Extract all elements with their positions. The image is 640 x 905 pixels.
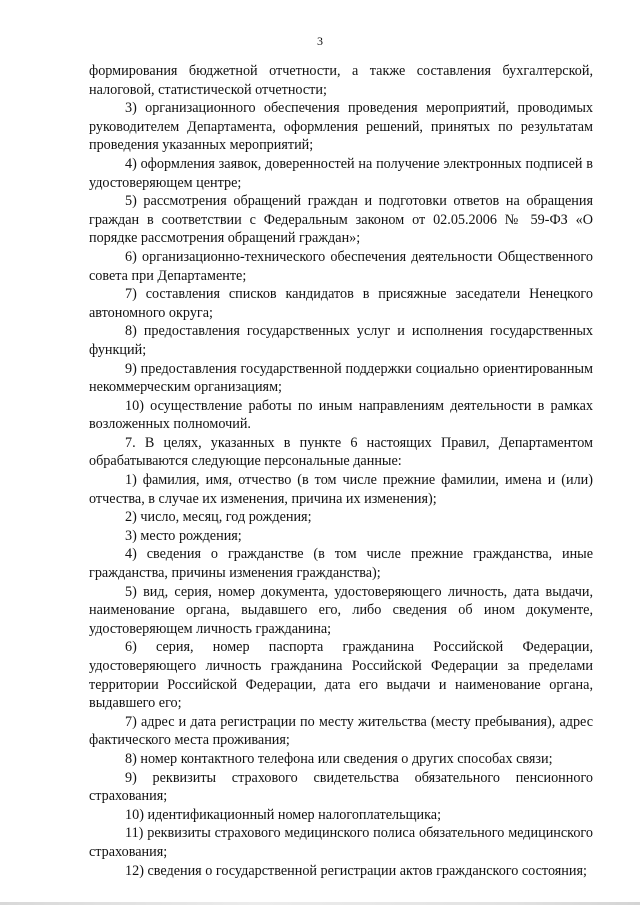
data-item-10-tax-id: 10) идентификационный номер налогоплательщика; (125, 806, 442, 823)
data-item-5-id-document: 5) вид, серия, номер документа, удостоверяющего личность, дата выдачи, наименование органа, выдавшего его, либо сведения об ином документе, удостоверяющем личность гражданина; (89, 583, 593, 637)
data-item-3-birthplace: 3) место рождения; (125, 527, 242, 544)
data-item-2-birthdate: 2) число, месяц, год рождения; (125, 509, 312, 526)
list-item-7-jurors: 7) составления списков кандидатов в присяжные заседатели Ненецкого автономного округа; (89, 286, 593, 321)
list-item-4-applications: 4) оформления заявок, доверенностей на получение электронных подписей в удостоверяющем центре; (89, 155, 593, 191)
page-number: 3 (317, 34, 323, 48)
data-item-1-name: 1) фамилия, имя, отчество (в том числе прежние фамилии, имена и (или) отчества, в случае их изменения, причина их изменения); (89, 472, 593, 507)
data-item-11-medical-policy: 11) реквизиты страхового медицинского полиса обязательного медицинского страхования; (89, 825, 593, 860)
data-item-6-passport: 6) серия, номер паспорта гражданина Российской Федерации, удостоверяющего личность гражданина Российской Федерации за пределами территории Российской Федерации, дата его выдачи и наименование органа, выдавшего его; (89, 639, 593, 712)
list-item-10-other: 10) осуществление работы по иным направлениям деятельности в рамках возложенных полномочий. (89, 397, 593, 433)
document-body (89, 62, 593, 880)
data-item-7-address: 7) адрес и дата регистрации по месту жительства (месту пребывания), адрес фактического места проживания; (89, 713, 593, 749)
section-7-heading: 7. В целях, указанных в пункте 6 настоящих Правил, Департаментом обрабатываются следующие персональные данные: (89, 434, 593, 470)
list-item-6-public-council: 6) организационно-технического обеспечения деятельности Общественного совета при Департаменте; (89, 248, 593, 284)
data-item-4-citizenship: 4) сведения о гражданстве (в том числе прежние гражданства, иные гражданства, причины изменения гражданства); (89, 546, 593, 582)
paragraph-continuation: формирования бюджетной отчетности, а также составления бухгалтерской, налоговой, статистической отчетности; (89, 63, 593, 98)
list-item-9-support: 9) предоставления государственной поддержки социально ориентированным некоммерческим организациям; (89, 360, 593, 396)
data-item-12-civil-acts: 12) сведения о государственной регистрации актов гражданского состояния; (125, 862, 587, 879)
data-item-8-phone: 8) номер контактного телефона или сведения о других способах связи; (125, 750, 553, 767)
data-item-9-pension: 9) реквизиты страхового свидетельства обязательного пенсионного страхования; (89, 769, 593, 805)
list-item-8-services: 8) предоставления государственных услуг и исполнения государственных функций; (89, 323, 593, 358)
list-item-5-appeals: 5) рассмотрения обращений граждан и подготовки ответов на обращения граждан в соответствии с Федеральным законом от 02.05.2006 № 59-ФЗ «О порядке рассмотрения обращений граждан»; (89, 193, 593, 247)
list-item-3-organization: 3) организационного обеспечения проведения мероприятий, проводимых руководителем Департамента, оформления решений, принятых по результатам проведения указанных мероприятий; (89, 100, 593, 154)
